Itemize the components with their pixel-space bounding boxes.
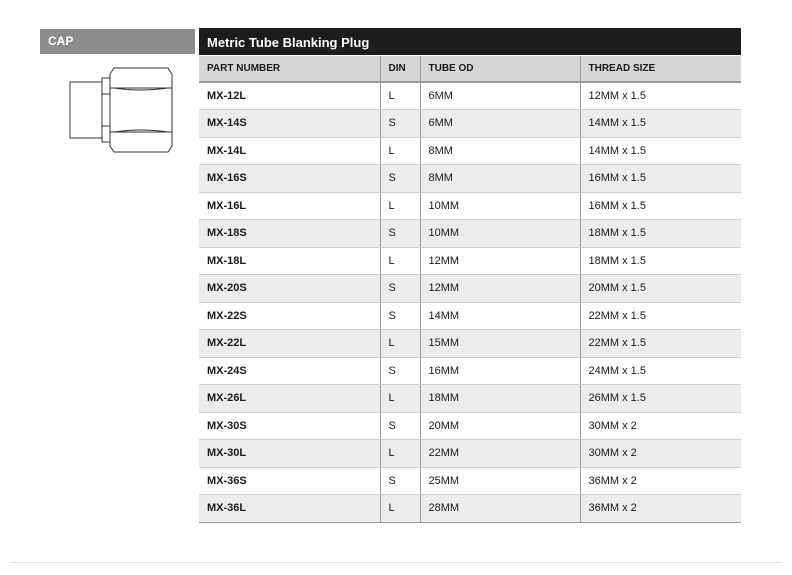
- din-cell: L: [380, 440, 420, 468]
- din-cell: S: [380, 220, 420, 248]
- table-row: [199, 247, 741, 275]
- din-cell: S: [380, 165, 420, 193]
- tube-od-cell: 20MM: [420, 412, 580, 440]
- table-row: [199, 275, 741, 303]
- tube-od-cell: 10MM: [420, 192, 580, 220]
- blanking-plug-illustration: [68, 64, 178, 164]
- parts-table: [199, 56, 741, 523]
- thread-size-cell: 36MM x 2: [580, 467, 741, 495]
- table-header-row: [199, 56, 741, 82]
- table-row: [199, 495, 741, 523]
- din-cell: L: [380, 385, 420, 413]
- thread-size-cell: 26MM x 1.5: [580, 385, 741, 413]
- column-header-thread-size: THREAD SIZE: [580, 56, 741, 82]
- tube-od-cell: 18MM: [420, 385, 580, 413]
- thread-size-cell: 18MM x 1.5: [580, 247, 741, 275]
- table-row: [199, 440, 741, 468]
- tube-od-cell: 8MM: [420, 165, 580, 193]
- table-row: [199, 330, 741, 358]
- part-number-cell: MX-18S: [199, 220, 380, 248]
- din-cell: S: [380, 302, 420, 330]
- table-row: [199, 385, 741, 413]
- din-cell: S: [380, 357, 420, 385]
- part-number-cell: MX-14S: [199, 110, 380, 138]
- table-row: [199, 467, 741, 495]
- tube-od-cell: 6MM: [420, 82, 580, 110]
- tube-od-cell: 22MM: [420, 440, 580, 468]
- table-row: [199, 357, 741, 385]
- part-number-cell: MX-30L: [199, 440, 380, 468]
- thread-size-cell: 30MM x 2: [580, 440, 741, 468]
- thread-size-cell: 36MM x 2: [580, 495, 741, 523]
- part-number-cell: MX-22L: [199, 330, 380, 358]
- thread-size-cell: 14MM x 1.5: [580, 137, 741, 165]
- part-number-cell: MX-16S: [199, 165, 380, 193]
- part-number-cell: MX-30S: [199, 412, 380, 440]
- tube-od-cell: 6MM: [420, 110, 580, 138]
- tube-od-cell: 15MM: [420, 330, 580, 358]
- tube-od-cell: 28MM: [420, 495, 580, 523]
- tube-od-cell: 16MM: [420, 357, 580, 385]
- table-row: [199, 192, 741, 220]
- din-cell: L: [380, 137, 420, 165]
- part-number-cell: MX-18L: [199, 247, 380, 275]
- column-header-tube-od: TUBE OD: [420, 56, 580, 82]
- table-row: [199, 137, 741, 165]
- thread-size-cell: 14MM x 1.5: [580, 110, 741, 138]
- thread-size-cell: 16MM x 1.5: [580, 192, 741, 220]
- thread-size-cell: 20MM x 1.5: [580, 275, 741, 303]
- din-cell: S: [380, 412, 420, 440]
- tube-od-cell: 12MM: [420, 275, 580, 303]
- thread-size-cell: 22MM x 1.5: [580, 330, 741, 358]
- thread-size-cell: 30MM x 2: [580, 412, 741, 440]
- footer-divider: [10, 562, 782, 563]
- tube-od-cell: 25MM: [420, 467, 580, 495]
- part-number-cell: MX-22S: [199, 302, 380, 330]
- thread-size-cell: 22MM x 1.5: [580, 302, 741, 330]
- table-row: [199, 220, 741, 248]
- thread-size-cell: 18MM x 1.5: [580, 220, 741, 248]
- din-cell: S: [380, 467, 420, 495]
- part-number-cell: MX-36L: [199, 495, 380, 523]
- tube-od-cell: 8MM: [420, 137, 580, 165]
- part-number-cell: MX-20S: [199, 275, 380, 303]
- category-label: CAP: [40, 29, 195, 54]
- din-cell: L: [380, 82, 420, 110]
- din-cell: L: [380, 495, 420, 523]
- din-cell: S: [380, 275, 420, 303]
- thread-size-cell: 12MM x 1.5: [580, 82, 741, 110]
- table-row: [199, 412, 741, 440]
- tube-od-cell: 10MM: [420, 220, 580, 248]
- table-row: [199, 302, 741, 330]
- din-cell: S: [380, 110, 420, 138]
- din-cell: L: [380, 192, 420, 220]
- table-row: [199, 165, 741, 193]
- tube-od-cell: 14MM: [420, 302, 580, 330]
- part-number-cell: MX-16L: [199, 192, 380, 220]
- part-number-cell: MX-36S: [199, 467, 380, 495]
- part-number-cell: MX-24S: [199, 357, 380, 385]
- din-cell: L: [380, 330, 420, 358]
- column-header-din: DIN: [380, 56, 420, 82]
- thread-size-cell: 16MM x 1.5: [580, 165, 741, 193]
- thread-size-cell: 24MM x 1.5: [580, 357, 741, 385]
- part-number-cell: MX-12L: [199, 82, 380, 110]
- part-number-cell: MX-26L: [199, 385, 380, 413]
- table-row: [199, 110, 741, 138]
- din-cell: L: [380, 247, 420, 275]
- table-title: Metric Tube Blanking Plug: [199, 28, 741, 55]
- tube-od-cell: 12MM: [420, 247, 580, 275]
- column-header-part-number: PART NUMBER: [199, 56, 380, 82]
- part-number-cell: MX-14L: [199, 137, 380, 165]
- table-row: [199, 82, 741, 110]
